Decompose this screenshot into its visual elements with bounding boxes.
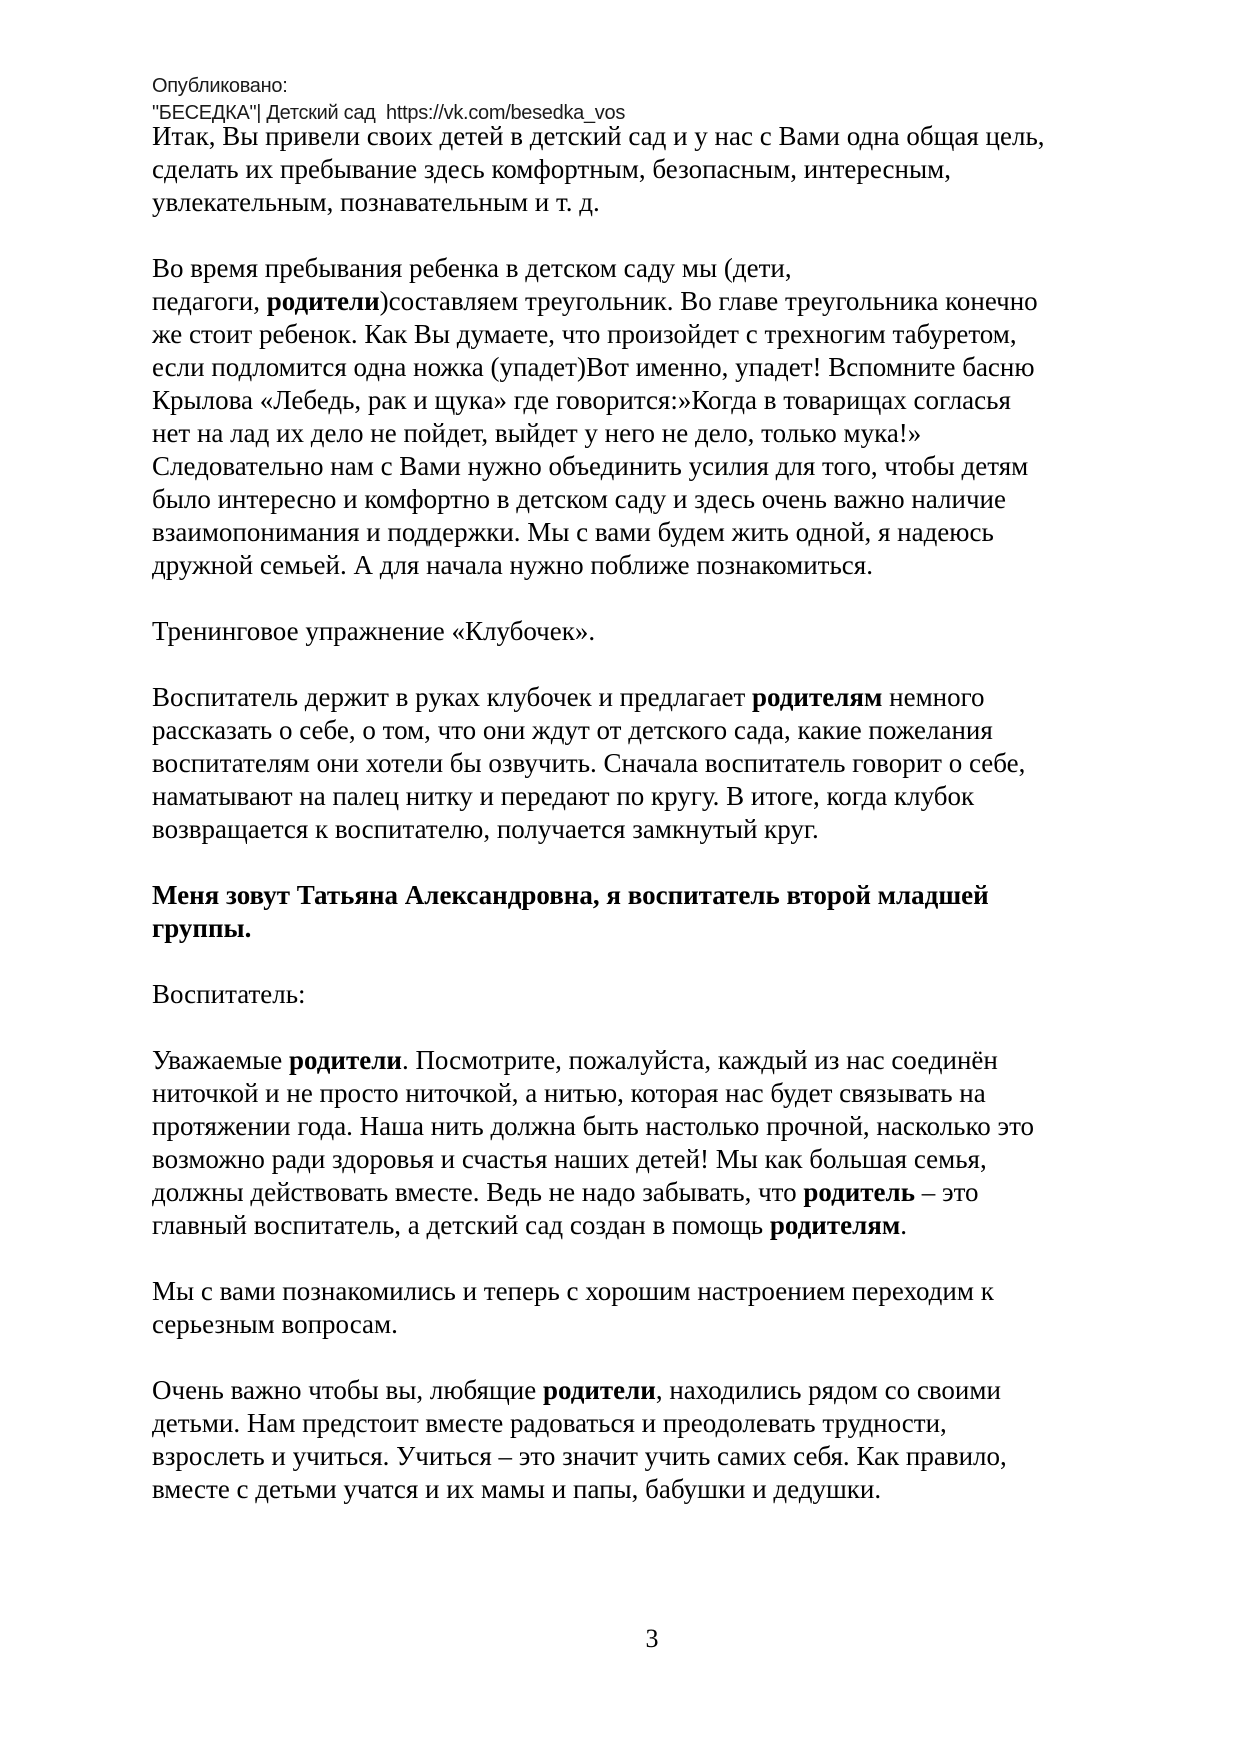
text-line	[152, 450, 1192, 483]
text-line	[152, 285, 1192, 318]
document-body	[152, 120, 1192, 1506]
text-line	[152, 1374, 1192, 1407]
bold-text-run: родители	[266, 286, 380, 316]
text-run: , находились рядом со своими	[655, 1375, 1001, 1405]
text-run: должны действовать вместе. Ведь не надо забывать, что	[152, 1177, 804, 1207]
paragraph-3	[152, 615, 1192, 648]
text-line	[152, 747, 1192, 780]
text-line	[152, 1176, 1192, 1209]
text-line	[152, 1440, 1192, 1473]
bold-text-run: родителям	[769, 1210, 901, 1240]
text-run: .	[900, 1210, 907, 1240]
text-run: главный воспитатель, а детский сад создан в помощь	[152, 1210, 770, 1240]
text-run: Следовательно нам с Вами нужно объединить усилия для того, чтобы детям	[152, 451, 1029, 481]
text-run: педагоги,	[152, 286, 267, 316]
text-line	[152, 1077, 1192, 1110]
text-line	[152, 1044, 1192, 1077]
paragraph-1	[152, 120, 1192, 219]
paragraph-7	[152, 1044, 1192, 1242]
bold-text-run: родители	[542, 1375, 656, 1405]
text-run: дружной семьей. А для начала нужно поближе познакомиться.	[152, 550, 873, 580]
text-line	[152, 351, 1192, 384]
text-run: воспитателям они хотели бы озвучить. Сначала воспитатель говорит о себе,	[152, 748, 1026, 778]
text-run: Тренинговое упражнение «Клубочек».	[152, 616, 596, 646]
text-line	[152, 516, 1192, 549]
text-line	[152, 384, 1192, 417]
text-run: – это	[914, 1177, 979, 1207]
text-run: протяжении года. Наша нить должна быть настолько прочной, насколько это	[152, 1111, 1035, 1141]
text-run: взаимопонимания и поддержки. Мы с вами будем жить одной, я надеюсь	[152, 517, 994, 547]
text-line	[152, 153, 1192, 186]
text-run: же стоит ребенок. Как Вы думаете, что произойдет с трехногим табуретом,	[152, 319, 1017, 349]
text-run: возвращается к воспитателю, получается замкнутый круг.	[152, 814, 819, 844]
text-line	[152, 813, 1192, 846]
page-number: 3	[645, 1624, 659, 1653]
text-line	[152, 978, 1192, 1011]
text-line	[152, 780, 1192, 813]
text-run: возможно ради здоровья и счастья наших детей! Мы как большая семья,	[152, 1144, 987, 1174]
text-run: Уважаемые	[152, 1045, 290, 1075]
text-run: детьми. Нам предстоит вместе радоваться и преодолевать трудности,	[152, 1408, 947, 1438]
text-run: вместе с детьми учатся и их мамы и папы, бабушки и дедушки.	[152, 1474, 882, 1504]
text-line	[152, 1110, 1192, 1143]
published-label: Опубликовано:	[152, 75, 288, 97]
bold-text-run: родители	[289, 1045, 402, 1075]
text-line	[152, 1473, 1192, 1506]
text-line	[152, 120, 1192, 153]
paragraph-4	[152, 681, 1192, 846]
text-run: Мы с вами познакомились и теперь с хорошим настроением переходим к	[152, 1276, 994, 1306]
text-run: немного	[882, 682, 985, 712]
text-run: наматывают на палец нитку и передают по кругу. В итоге, когда клубок	[152, 781, 975, 811]
text-run: если подломится одна ножка (упадет)Вот именно, упадет! Вспомните басню	[152, 352, 1035, 382]
text-line	[152, 417, 1192, 450]
text-line	[152, 714, 1192, 747]
text-run: взрослеть и учиться. Учиться – это значит учить самих себя. Как правило,	[152, 1441, 1007, 1471]
paragraph-9	[152, 1374, 1192, 1506]
bold-text-run: группы.	[152, 913, 252, 943]
bold-text-run: родителям	[752, 682, 883, 712]
text-line	[152, 681, 1192, 714]
text-run: Во время пребывания ребенка в детском саду мы (дети,	[152, 253, 792, 283]
text-line	[152, 549, 1192, 582]
text-line	[152, 252, 1192, 285]
text-line	[152, 1275, 1192, 1308]
text-line	[152, 1308, 1192, 1341]
paragraph-5	[152, 879, 1192, 945]
text-run: ниточкой и не просто ниточкой, а нитью, которая нас будет связывать на	[152, 1078, 986, 1108]
text-line	[152, 1209, 1192, 1242]
text-run: рассказать о себе, о том, что они ждут от детского сада, какие пожелания	[152, 715, 993, 745]
text-line	[152, 483, 1192, 516]
text-run: . Посмотрите, пожалуйста, каждый из нас соединён	[401, 1045, 998, 1075]
text-line	[152, 1407, 1192, 1440]
bold-text-run: Меня зовут Татьяна Александровна, я воспитатель второй младшей	[152, 880, 989, 910]
text-line	[152, 912, 1192, 945]
paragraph-2	[152, 252, 1192, 582]
text-run: сделать их пребывание здесь комфортным, безопасным, интересным,	[152, 154, 951, 184]
text-line	[152, 318, 1192, 351]
text-run: нет на лад их дело не пойдет, выйдет у него не дело, только мука!»	[152, 418, 922, 448]
paragraph-8	[152, 1275, 1192, 1341]
text-run: Крылова «Лебедь, рак и щука» где говорится:»Когда в товарищах согласья	[152, 385, 1011, 415]
text-line	[152, 186, 1192, 219]
text-run: Очень важно чтобы вы, любящие	[152, 1375, 543, 1405]
page-footer	[152, 1624, 1152, 1654]
text-run: было интересно и комфортно в детском саду и здесь очень важно наличие	[152, 484, 1006, 514]
text-run: увлекательным, познавательным и т. д.	[152, 187, 600, 217]
text-run: )составляем треугольник. Во главе треугольника конечно	[379, 286, 1038, 316]
paragraph-6	[152, 978, 1192, 1011]
text-line	[152, 879, 1192, 912]
text-run: Итак, Вы привели своих детей в детский сад и у нас с Вами одна общая цель,	[152, 121, 1045, 151]
bold-text-run: родитель	[803, 1177, 915, 1207]
source-line: "БЕСЕДКА"| Детский сад https://vk.com/besedka_vos	[152, 102, 626, 124]
document-header	[152, 73, 625, 127]
text-line	[152, 1143, 1192, 1176]
text-run: Воспитатель держит в руках клубочек и предлагает	[152, 682, 753, 712]
text-line	[152, 615, 1192, 648]
text-run: серьезным вопросам.	[152, 1309, 398, 1339]
text-run: Воспитатель:	[152, 979, 306, 1009]
